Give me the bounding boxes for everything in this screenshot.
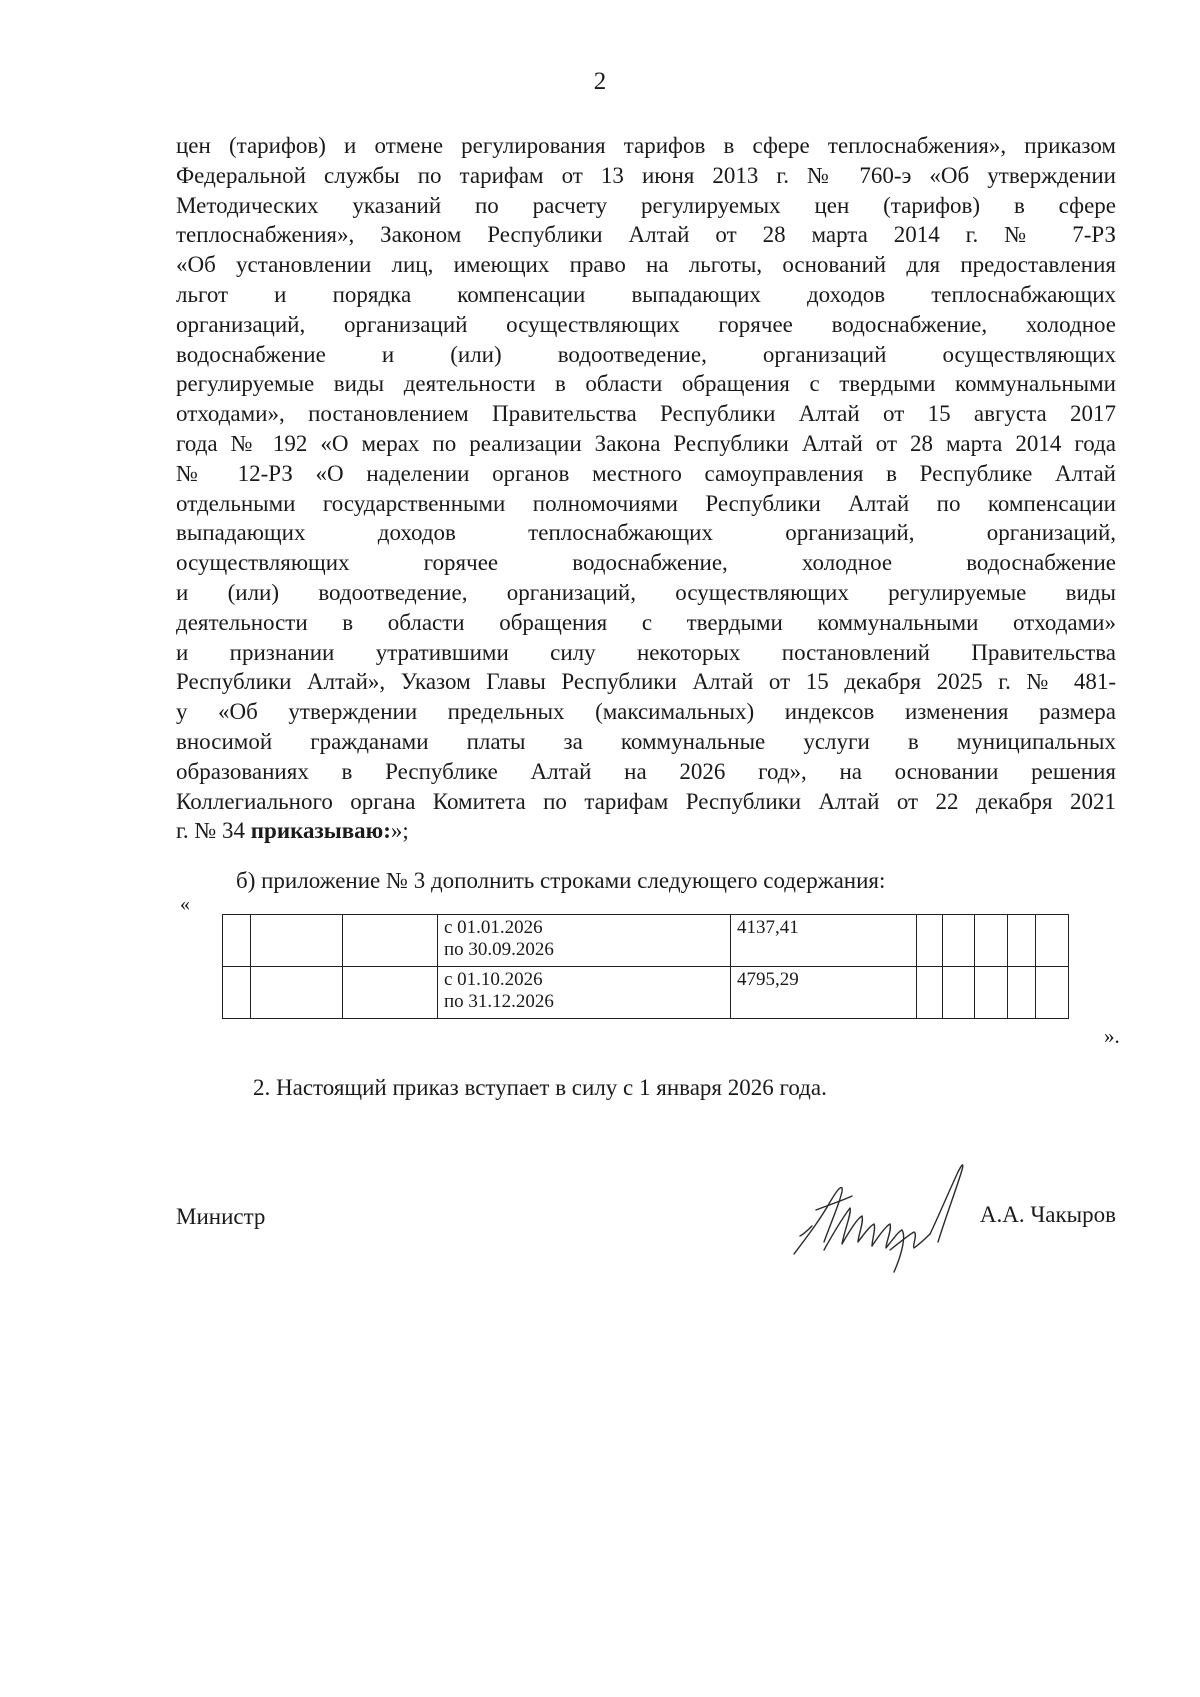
body-line: и (или) водоотведение, организаций, осуществляющих регулируемые виды [176, 579, 1116, 605]
table-cell-value: 4795,29 [731, 967, 917, 1019]
body-line: организаций, организаций осуществляющих горячее водоснабжение, холодное [176, 311, 1116, 337]
period-from: с 01.01.2026 [444, 917, 543, 938]
period-to: по 30.09.2026 [444, 939, 554, 960]
table-cell-empty [943, 967, 975, 1019]
body-line: деятельности в области обращения с твердыми коммунальными отходами» [176, 609, 1116, 635]
tariff-table [222, 914, 1069, 1019]
position-title: Министр [176, 1204, 266, 1229]
body-paragraph [176, 131, 1116, 846]
clause-2-text: 2. Настоящий приказ вступает в силу с 1 января 2026 года. [253, 1075, 827, 1100]
body-line: «Об установлении лиц, имеющих право на льготы, оснований для предоставления [176, 252, 1116, 278]
body-line: года № 192 «О мерах по реализации Закона Республики Алтай от 28 марта 2014 года [176, 430, 1116, 456]
table-cell-empty [251, 915, 343, 967]
body-line: льгот и порядка компенсации выпадающих доходов теплоснабжающих [176, 281, 1116, 307]
item-b-text: б) приложение № 3 дополнить строками следующего содержания: [236, 868, 886, 893]
body-line: вносимой гражданами платы за коммунальные услуги в муниципальных [176, 728, 1116, 754]
body-line: образованиях в Республике Алтай на 2026 год», на основании решения [176, 758, 1116, 784]
table-cell-empty [975, 915, 1008, 967]
body-line: и признании утратившими силу некоторых постановлений Правительства [176, 639, 1116, 665]
table-cell-empty [1036, 967, 1069, 1019]
body-line: у «Об утверждении предельных (максимальных) индексов изменения размера [176, 699, 1116, 725]
table-cell-empty [975, 967, 1008, 1019]
body-line: № 12-РЗ «О наделении органов местного самоуправления в Республике Алтай [176, 460, 1116, 486]
signature-block [176, 1190, 1116, 1320]
body-last-line [176, 816, 1116, 846]
table-cell-empty [251, 967, 343, 1019]
signer-name: А.А. Чакыров [979, 1202, 1116, 1227]
table-open-quote: « [180, 893, 190, 915]
table-cell-empty [1036, 915, 1069, 967]
body-line: регулируемые виды деятельности в области обращения с твердыми коммунальными [176, 371, 1116, 397]
table-cell-period [438, 915, 731, 967]
body-line: выпадающих доходов теплоснабжающих организаций, организаций, [176, 520, 1116, 546]
table-cell-period [438, 967, 731, 1019]
table-cell-value: 4137,41 [731, 915, 917, 967]
body-line: осуществляющих горячее водоснабжение, холодное водоснабжение [176, 550, 1116, 576]
table-cell-empty [343, 915, 438, 967]
body-line: теплоснабжения», Законом Республики Алтай от 28 марта 2014 г. № 7-РЗ [176, 222, 1116, 248]
table-cell-empty [343, 967, 438, 1019]
body-line: водоснабжение и (или) водоотведение, организаций осуществляющих [176, 341, 1116, 367]
body-line: цен (тарифов) и отмене регулирования тарифов в сфере теплоснабжения», приказом [176, 133, 1116, 158]
table-cell-empty [1008, 967, 1036, 1019]
table-cell-empty [1008, 915, 1036, 967]
order-reference: г. № 34 [176, 818, 251, 844]
table-cell-empty [917, 915, 943, 967]
table-row [223, 967, 1069, 1019]
table-cell-empty [223, 967, 251, 1019]
period-from: с 01.10.2026 [444, 969, 543, 990]
body-line: Республики Алтай», Указом Главы Республики Алтай от 15 декабря 2025 г. № 481- [176, 669, 1116, 695]
period-to: по 31.12.2026 [444, 991, 554, 1012]
table-cell-empty [917, 967, 943, 1019]
body-line: отходами», постановлением Правительства Республики Алтай от 15 августа 2017 [176, 401, 1116, 427]
table-row [223, 915, 1069, 967]
body-line: отдельными государственными полномочиями Республики Алтай по компенсации [176, 490, 1116, 516]
handwritten-signature-icon [786, 1150, 976, 1280]
table-close-quote: ». [1104, 1024, 1120, 1048]
body-line: Методических указаний по расчету регулируемых цен (тарифов) в сфере [176, 192, 1116, 218]
table-cell-empty [943, 915, 975, 967]
body-line: Коллегиального органа Комитета по тарифам Республики Алтай от 22 декабря 2021 [176, 788, 1116, 814]
closing-quote-semicolon: »; [390, 818, 409, 844]
order-keyword: приказываю: [250, 818, 391, 844]
body-line: Федеральной службы по тарифам от 13 июня 2013 г. № 760-э «Об утверждении [176, 162, 1116, 188]
table-cell-empty [223, 915, 251, 967]
page-number: 2 [593, 68, 607, 95]
